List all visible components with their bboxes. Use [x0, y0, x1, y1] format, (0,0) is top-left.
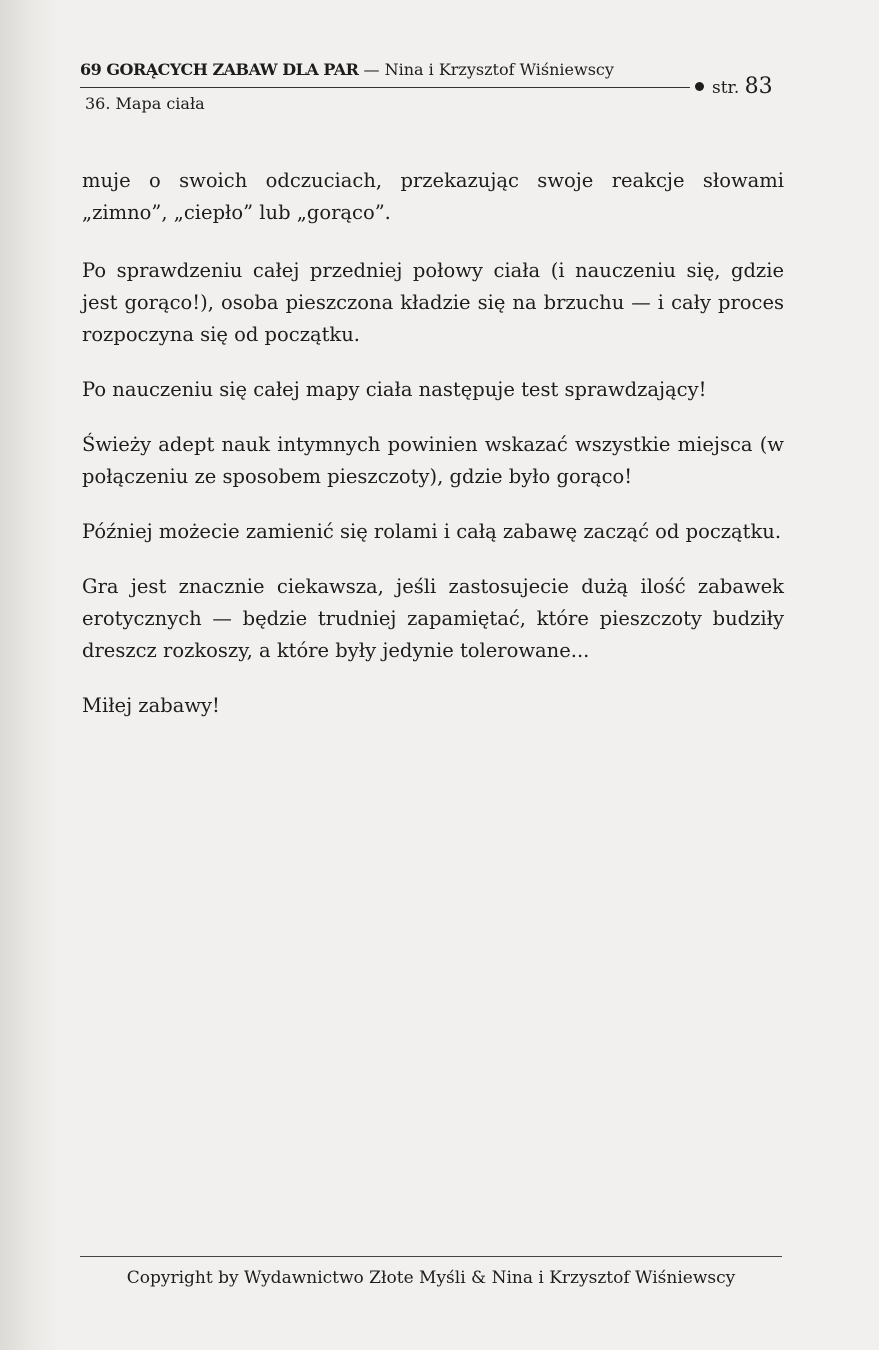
header-title-line [80, 60, 614, 79]
bullet-icon [695, 82, 704, 91]
copyright-footer: Copyright by Wydawnictwo Złote Myśli & Nina i Krzysztof Wiśniewscy [126, 1268, 736, 1288]
book-authors: Nina i Krzysztof Wiśniewscy [384, 60, 614, 79]
page-number-value: 83 [744, 74, 773, 99]
header-separator: — [358, 60, 385, 79]
paragraph: Gra jest znacznie ciekawsza, jeśli zastosujecie dużą ilość zabawek erotycznych — będzie trudniej zapamiętać, które pieszczoty budziły dreszcz rozkoszy, a które były jedynie tolerowane... [82, 575, 784, 662]
header-rule [80, 87, 690, 88]
footer-rule [80, 1256, 782, 1257]
paragraph: Po sprawdzeniu całej przedniej połowy ciała (i nauczeniu się, gdzie jest gorąco!), osoba pieszczona kładzie się na brzuchu — i cały proces rozpoczyna się od początku. [82, 259, 784, 346]
paragraph: Po nauczeniu się całej mapy ciała następuje test sprawdzający! [82, 378, 707, 401]
book-title: 69 GORĄCYCH ZABAW DLA PAR [80, 60, 359, 79]
page-number [712, 74, 773, 99]
page-label: str. [712, 78, 740, 98]
paragraph: muje o swoich odczuciach, przekazując swoje reakcje słowami „zimno”, „ciepło” lub „gorąco”. [82, 169, 784, 224]
chapter-title: 36. Mapa ciała [85, 94, 205, 113]
running-header [80, 60, 780, 120]
paragraph: Świeży adept nauk intymnych powinien wskazać wszystkie miejsca (w połączeniu ze sposobem pieszczoty), gdzie było gorąco! [82, 433, 784, 488]
page-body [82, 165, 784, 745]
paragraph: Miłej zabawy! [82, 694, 220, 717]
paragraph: Później możecie zamienić się rolami i całą zabawę zacząć od początku. [82, 520, 782, 543]
page-binding-shadow [0, 0, 60, 1350]
